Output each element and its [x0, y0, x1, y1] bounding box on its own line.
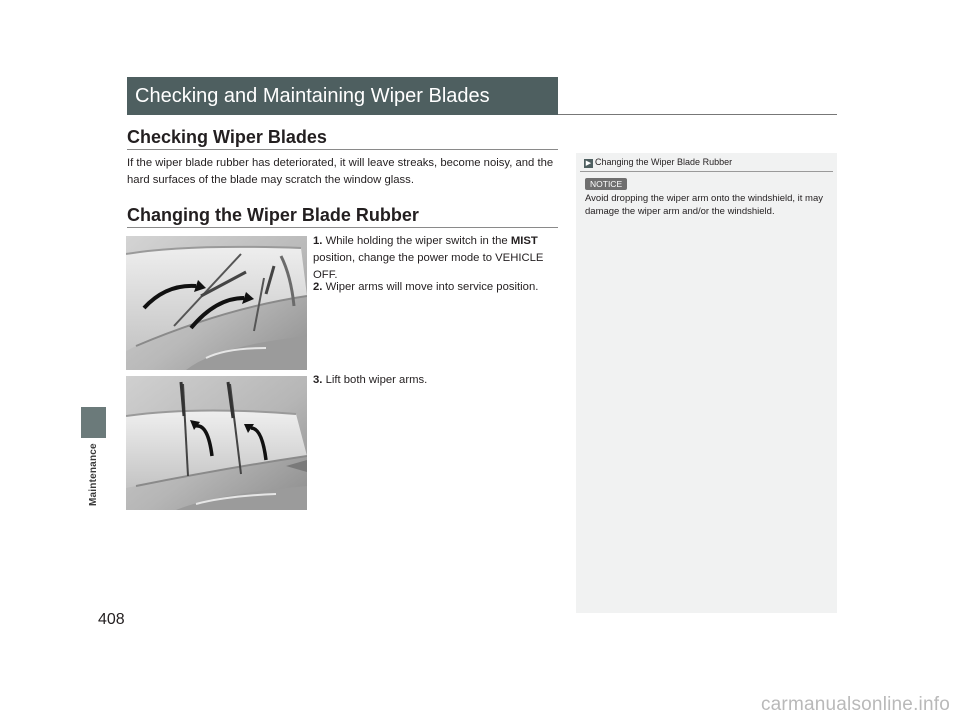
section-title: Checking and Maintaining Wiper Blades [127, 77, 558, 115]
watermark: carmanualsonline.info [760, 694, 950, 715]
lift-wiper-arms-illustration [126, 376, 307, 510]
step-text: Lift both wiper arms. [325, 374, 428, 386]
step-number: 3. [313, 374, 323, 386]
heading-checking: Checking Wiper Blades [127, 127, 327, 147]
chapter-tab [81, 407, 106, 438]
step-text: Wiper arms will move into service position. [325, 281, 539, 293]
sidebar-rule [580, 171, 833, 172]
step-emphasis: MIST [510, 235, 538, 247]
sidebar-title [584, 157, 732, 168]
step-1 [313, 233, 563, 284]
chapter-label: Maintenance [88, 443, 99, 507]
heading-checking-rule [127, 149, 558, 150]
notice-text: Avoid dropping the wiper arm onto the windshield, it may damage the wiper arm and/or the windshield. [585, 193, 823, 217]
heading-changing-rule [127, 227, 558, 228]
step-2 [313, 279, 563, 296]
step-3 [313, 372, 563, 389]
page-number: 408 [98, 611, 125, 628]
step-text: position, change the power mode to VEHICLE OFF. [313, 252, 544, 281]
wiper-service-position-illustration [126, 236, 307, 370]
heading-changing: Changing the Wiper Blade Rubber [127, 205, 419, 225]
section-rule [558, 114, 837, 115]
step-text: While holding the wiper switch in the [325, 235, 511, 247]
reference-arrow-icon: ▶ [585, 160, 592, 167]
checking-body: If the wiper blade rubber has deteriorated, it will leave streaks, become noisy, and the hard surfaces of the blade may scratch the window glass. [127, 157, 554, 186]
step-number: 2. [313, 281, 323, 293]
step-number: 1. [313, 235, 323, 247]
notice-sidebar [576, 153, 837, 613]
sidebar-title-text: Changing the Wiper Blade Rubber [595, 157, 733, 167]
notice-badge: NOTICE [585, 178, 627, 190]
